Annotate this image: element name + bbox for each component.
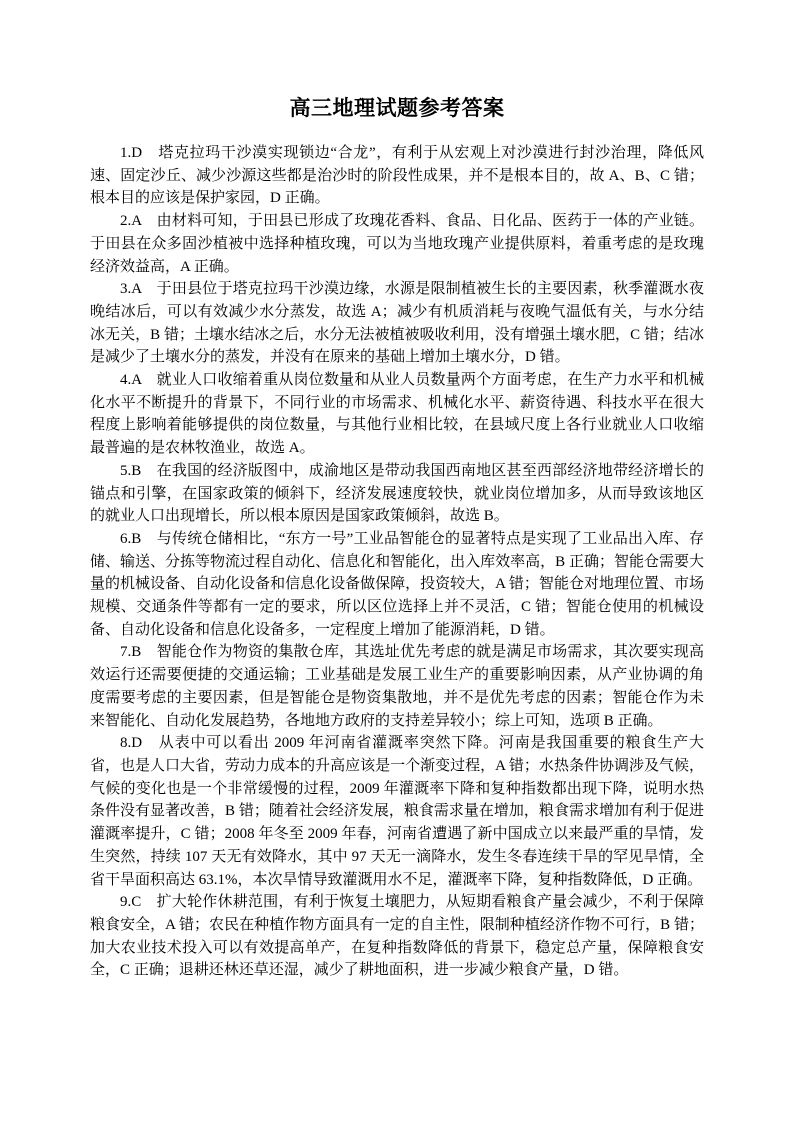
- answer-paragraph-4: 4.A 就业人口收缩着重从岗位数量和从业人员数量两个方面考虑，在生产力水平和机械化水平不断提升的背景下，不同行业的市场需求、机械化水平、薪资待遇、科技水平在很大程度上影响着能够提供的岗位数量，与其他行业相比较，在县域尺度上各行业就业人口收缩最普遍的是农林牧渔业，故选 A。: [90, 372, 704, 457]
- answer-paragraph-5: 5.B 在我国的经济版图中，成渝地区是带动我国西南地区甚至西部经济地带经济增长的锚点和引擎，在国家政策的倾斜下，经济发展速度较快，就业岗位增加多，从而导致该地区的就业人口出现增长，所以根本原因是国家政策倾斜，故选 B。: [90, 462, 704, 525]
- answer-paragraph-2: 2.A 由材料可知，于田县已形成了玫瑰花香料、食品、日化品、医药于一体的产业链。于田县在众多固沙植被中选择种植玫瑰，可以为当地玫瑰产业提供原料，着重考虑的是玫瑰经济效益高，A 正确。: [90, 213, 704, 275]
- answer-paragraph-8: 8.D 从表中可以看出 2009 年河南省灌溉率突然下降。河南是我国重要的粮食生产大省，也是人口大省，劳动力成本的升高应该是一个渐变过程，A 错；水热条件协调涉及气候，气候的变化也是一个非常缓慢的过程，2009 年灌溉率下降和复种指数都出现下降，说明水热条件没有显著改善，B 错；随着社会经济发展，粮食需求量在增加，粮食需求增加有利于促进灌溉率提升，C 错；2008 年冬至 2009 年春，河南省遭遇了新中国成立以来最严重的旱情，发生突然，持续 107 天无有效降水，其中 97 天无一滴降水，发生冬春连续干旱的罕见旱情，全省干旱面积高达 63.1%，本次旱情导致灌溉用水不足，灌溉率下降，复种指数降低，D 正确。: [90, 735, 704, 888]
- answer-paragraph-7: 7.B 智能仓作为物资的集散仓库，其选址优先考虑的就是满足市场需求，其次要实现高效运行还需要便捷的交通运输；工业基础是发展工业生产的重要影响因素，从产业协调的角度需要考虑的主要因素，但是智能仓是物资集散地，并不是优先考虑的因素；智能仓作为未来智能化、自动化发展趋势，各地地方政府的支持差异较小；综上可知，选项 B 正确。: [90, 644, 704, 729]
- answer-list: [90, 142, 704, 982]
- answer-paragraph-6: 6.B 与传统仓储相比，“东方一号”工业品智能仓的显著特点是实现了工业品出入库、存储、输送、分拣等物流过程自动化、信息化和智能化，出入库效率高，B 正确；智能仓需要大量的机械设备、自动化设备和信息化设备做保障，投资较大，A 错；智能仓对地理位置、市场规模、交通条件等都有一定的要求，所以区位选择上并不灵活，C 错；智能仓使用的机械设备、自动化设备和信息化设备多，一定程度上增加了能源消耗，D 错。: [90, 530, 704, 638]
- answer-paragraph-3: 3.A 于田县位于塔克拉玛干沙漠边缘，水源是限制植被生长的主要因素，秋季灌溉水夜晚结冰后，可以有效减少水分蒸发，故选 A；减少有机质消耗与夜晚气温低有关，与水分结冰无关，B 错；土壤水结冰之后，水分无法被植被吸收利用，没有增强土壤水肥，C 错；结冰是减少了土壤水分的蒸发，并没有在原来的基础上增加土壤水分，D 错。: [90, 281, 704, 366]
- answer-paragraph-9: 9.C 扩大轮作休耕范围，有利于恢复土壤肥力，从短期看粮食产量会减少，不利于保障粮食安全，A 错；农民在种植作物方面具有一定的自主性，限制种植经济作物不可行，B 错；加大农业技术投入可以有效提高单产，在复种指数降低的背景下，稳定总产量，保障粮食安全，C 正确；退耕还林还草还湿，减少了耕地面积，进一步减少粮食产量，D 错。: [90, 894, 704, 979]
- page-title: 高三地理试题参考答案: [289, 97, 505, 120]
- answer-paragraph-1: 1.D 塔克拉玛干沙漠实现锁边“合龙”，有利于从宏观上对沙漠进行封沙治理，降低风速、固定沙丘、减少沙源这些都是治沙时的阶段性成果，并不是根本目的，故 A、B、C 错；根本目的应该是保护家园，D 正确。: [90, 145, 704, 207]
